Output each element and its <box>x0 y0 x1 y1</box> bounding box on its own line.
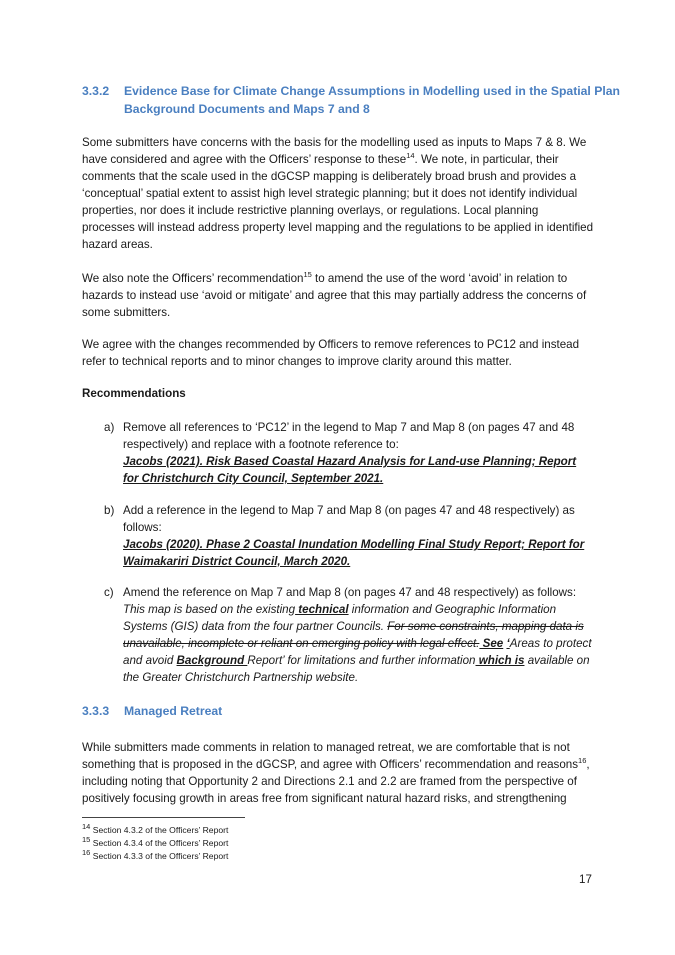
section-number: 3.3.2 <box>82 84 110 98</box>
footnote-ref-14[interactable]: 14 <box>406 151 415 161</box>
section-title: Managed Retreat <box>124 704 223 718</box>
paragraph-1 <box>82 134 594 253</box>
quoted-text: available on the Greater Christchurch Partnership website. <box>123 654 590 684</box>
paragraph-text: . We note, in particular, their comments that the scale used in the dGCSP mapping is deliberately broad brush and provides a ‘conceptual’ spatial extent to assist high level strategic planning; but it does not identify individual properties, nor does it include restrictive planning overlays, or regulations. Local planning processes will instead address property level mapping and the regulations to be applied in identified hazard areas. <box>82 153 594 251</box>
inserted-text: See <box>479 637 504 650</box>
footnote-number: 14 <box>82 822 91 832</box>
quoted-text: information and Geographic Information Systems (GIS) data from the four partner Councils. <box>123 603 557 633</box>
quoted-text: This map is based on the existing <box>123 603 296 616</box>
paragraph-text: Some submitters have concerns with the basis for the modelling used as inputs to Maps 7 & 8. We have considered and agree with the Officers’ response to these <box>82 136 587 166</box>
quoted-text: Report’ for limitations and further information <box>247 654 476 667</box>
recommendation-text: Remove all references to ‘PC12’ in the legend to Map 7 and Map 8 (on pages 47 and 48 respectively) and replace with a footnote reference to: <box>123 421 575 451</box>
section-title: Evidence Base for Climate Change Assumptions in Modelling used in the Spatial Plan Background Documents and Maps 7 and 8 <box>124 84 620 116</box>
inserted-text: ‘ <box>506 637 510 650</box>
footnote-number: 16 <box>82 848 91 858</box>
recommendations-heading: Recommendations <box>82 387 186 400</box>
footnote-ref-16[interactable]: 16 <box>578 756 587 766</box>
footnote-text: Section 4.3.3 of the Officers’ Report <box>90 851 229 861</box>
paragraph-text: While submitters made comments in relation to managed retreat, we are comfortable that is not something that is proposed in the dGCSP, and agree with Officers’ recommendation and reasons <box>82 741 579 771</box>
paragraph-4 <box>82 739 594 807</box>
footnote-text: Section 4.3.2 of the Officers’ Report <box>90 825 229 835</box>
footnote-divider <box>82 817 245 818</box>
list-marker: a) <box>104 421 115 434</box>
footnote-number: 15 <box>82 835 91 845</box>
footnote-ref-15[interactable]: 15 <box>303 270 312 280</box>
quoted-text: Areas to protect and avoid <box>123 637 592 667</box>
paragraph-text: to amend the use of the word ‘avoid’ in relation to hazards to instead use ‘avoid or mitigate’ and agree that this may partially address the concerns of some submitters. <box>82 272 587 319</box>
list-marker: b) <box>104 504 115 517</box>
reference-citation: Jacobs (2020). Phase 2 Coastal Inundation Modelling Final Study Report; Report for Waimakariri District Council, March 2020. <box>123 538 585 568</box>
footnote-16 <box>82 850 228 862</box>
paragraph-3: We agree with the changes recommended by Officers to remove references to PC12 and instead refer to technical reports and to minor changes to improve clarity around this matter. <box>82 338 580 368</box>
paragraph-text: We also note the Officers’ recommendation <box>82 272 304 285</box>
section-number: 3.3.3 <box>82 704 110 718</box>
recommendation-text: Amend the reference on Map 7 and Map 8 (on pages 47 and 48 respectively) as follows: <box>123 586 577 599</box>
inserted-text: which is <box>475 654 525 667</box>
paragraph-2 <box>82 270 594 321</box>
recommendation-text: Add a reference in the legend to Map 7 and Map 8 (on pages 47 and 48 respectively) as follows: <box>123 504 575 534</box>
list-marker: c) <box>104 586 114 599</box>
inserted-text: Background <box>176 654 248 667</box>
page-number: 17 <box>579 873 592 886</box>
paragraph-text: , including noting that Opportunity 2 and Directions 2.1 and 2.2 are framed from the perspective of positively focusing growth in areas free from significant natural hazard risks, and strengthening <box>82 758 590 805</box>
footnote-14 <box>82 824 228 836</box>
footnote-15 <box>82 837 228 849</box>
inserted-text: technical <box>295 603 349 616</box>
footnote-text: Section 4.3.4 of the Officers’ Report <box>90 838 229 848</box>
deleted-text: For some constraints, mapping data is unavailable, incomplete or reliant on emerging policy with legal effect. <box>123 620 584 650</box>
reference-citation: Jacobs (2021). Risk Based Coastal Hazard Analysis for Land-use Planning; Report for Christchurch City Council, September 2021. <box>123 455 577 485</box>
